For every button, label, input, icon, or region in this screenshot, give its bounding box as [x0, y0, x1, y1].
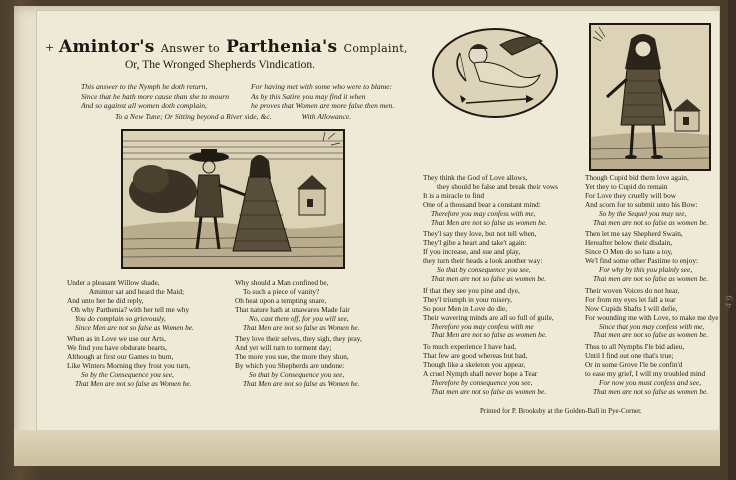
verse-line: they should be false and break their vows: [437, 181, 558, 191]
woodcut-gentleman: [589, 23, 711, 171]
verse-line: They'l say they love, but not tell when,: [423, 229, 537, 239]
verse-line: If you increase, and sue and play,: [423, 247, 521, 257]
verse-column-4: [585, 174, 719, 400]
tune-line: [115, 112, 351, 121]
stanza: [423, 343, 558, 396]
stanza: [67, 279, 194, 332]
intro-line: This answer to the Nymph he doth return,: [81, 82, 208, 91]
verse-line: To such a piece of vanity?: [243, 286, 320, 296]
verse-line: For now you must confess and see,: [599, 377, 701, 387]
verse-line: That men are not so false as women be.: [593, 386, 709, 396]
verse-line: You do complain so grievously,: [75, 313, 166, 323]
printer-imprint: Printed for P. Brooksby at the Golden-Ball in Pye-Corner.: [480, 407, 642, 415]
verse-line: And unto her he did reply,: [67, 295, 144, 305]
verse-line: Oh why Parthenia? with her tell me why: [71, 304, 190, 314]
stanza: [235, 335, 362, 388]
verse-line: So that by consequence you see,: [437, 265, 531, 275]
stanza: [585, 174, 719, 227]
allowance-text: With Allowance.: [301, 112, 352, 121]
verse-line: It is a miracle to find: [423, 190, 484, 200]
verse-line: They think the God of Love allows,: [423, 173, 528, 182]
verse-line: That Men are not so false as women be.: [431, 217, 547, 227]
title-part-d: Complaint,: [343, 42, 408, 55]
verse-line: For wounding me with Love, to make me dye: [585, 312, 719, 322]
cupid-illustration: [430, 25, 560, 121]
verse-line: That men are not so false as women be.: [593, 330, 709, 340]
verse-line: Although at first our Games to burn,: [67, 352, 174, 362]
book-bottom-edge: [14, 430, 720, 466]
intro-line: And so against all women doth complain,: [81, 101, 207, 111]
page-sheet: [14, 6, 736, 466]
verse-line: The more you sue, the more they shun,: [235, 352, 349, 362]
verse-line: Though like a skeleton you appear,: [423, 360, 526, 370]
verse-line: Thus to all Nymphs I'le bid adieu,: [585, 342, 685, 352]
verse-line: That men are not so false as women be.: [431, 273, 547, 283]
verse-line: They'l gibe a heart and take't again:: [423, 238, 527, 248]
verse-line: To much experience I have had,: [423, 342, 517, 352]
woodcut-cupid: [430, 25, 560, 121]
verse-line: If that they see you pine and dye,: [423, 285, 520, 295]
stanza: [423, 287, 558, 340]
verse-line: One of a thousand bear a constant mind:: [423, 199, 541, 209]
verse-line: That few are good whereas but bad,: [423, 351, 528, 361]
pencil-annotation: 4 9: [723, 294, 736, 309]
verse-line: Until I find out one that's true;: [585, 351, 674, 361]
intro-line: As by this Satire you may find it when: [251, 91, 366, 101]
verse-line: That men are not so false as women be.: [431, 386, 547, 396]
title-part-b: Answer to: [160, 42, 220, 55]
verse-line: We'l find some other Pastime to enjoy:: [585, 256, 698, 266]
verse-column-1: [67, 279, 194, 392]
verse-line: Amintor sat and heard the Maid;: [89, 286, 185, 296]
verse-line: A cruel Nymph shall never hope a Tear: [423, 369, 538, 379]
verse-line: So by the Consequence you see,: [81, 370, 174, 380]
verse-line: That Men are not so false as women be.: [431, 330, 547, 340]
verse-line: Their woven Voices do not hear,: [585, 285, 680, 295]
couple-illustration: [123, 131, 343, 267]
verse-line: to ease my grief, I will my troubled mind: [585, 369, 706, 379]
verse-line: Since that you may confess with me,: [599, 321, 705, 331]
verse-column-3: [423, 174, 558, 400]
stanza: [235, 279, 362, 332]
verse-line: That men are not so false as women be.: [593, 217, 709, 227]
verse-line: Now Cupids Shafts I will defie,: [585, 303, 678, 313]
verse-line: So that by Consequence you see,: [249, 370, 345, 380]
verse-line: Under a pleasant Willow shade,: [67, 278, 160, 287]
stanza: [67, 335, 194, 388]
verse-line: That men are not so false as women be.: [593, 273, 709, 283]
verse-line: By which you Shepherds are undone:: [235, 361, 345, 371]
verse-line: Their wavering minds are all so full of guile,: [423, 312, 554, 322]
verse-line: Or in some Grove I'le be confin'd: [585, 360, 683, 370]
stanza: [585, 287, 719, 340]
verse-line: For Love they cruelly will bow: [585, 190, 676, 200]
plus-mark: +: [45, 41, 55, 54]
intro-left: [81, 82, 229, 111]
verse-line: Therefore by consequence you see,: [431, 377, 533, 387]
verse-line: Since Men are not so false as Women be.: [75, 322, 194, 332]
verse-line: Therefore you may confess with me: [431, 321, 534, 331]
verse-line: When as in Love we use our Arts,: [67, 334, 166, 344]
verse-line: Oh heat upon a tempting snare,: [235, 295, 327, 305]
intro-right: [251, 82, 394, 111]
verse-line: Hereafter below their disdain,: [585, 238, 673, 248]
verse-line: They love their selves, they sigh, they pray,: [235, 334, 362, 344]
verse-line: Therefore you may confess with me,: [431, 208, 536, 218]
verse-line: Then let me say Shepherd Swain,: [585, 229, 683, 239]
ballad-title: [59, 37, 408, 57]
verse-line: So poor Men in Love do die,: [423, 303, 508, 313]
ballad-subtitle: Or, The Wronged Shepherds Vindication.: [125, 59, 316, 71]
verse-line: That Men are not so false as Women be.: [243, 322, 360, 332]
stanza: [423, 230, 558, 283]
stanza: [585, 230, 719, 283]
stanza: [423, 174, 558, 227]
verse-line: That nature hath at unawares Made fair: [235, 304, 350, 314]
verse-line: For from my eyes let fall a tear: [585, 294, 676, 304]
verse-line: Why should a Man confined be,: [235, 278, 329, 287]
verse-line: We find you have obdurate hearts,: [67, 343, 167, 353]
verse-line: they turn their heads a look another way:: [423, 256, 543, 266]
verse-line: Though Cupid bid them love again,: [585, 173, 689, 182]
verse-line: And scorn for to submit unto his Bow:: [585, 199, 698, 209]
verse-line: That Men are not so false as Women be.: [75, 378, 192, 388]
verse-line: So by the Sequel you may see,: [599, 208, 687, 218]
title-part-c: Parthenia's: [226, 37, 338, 57]
verse-line: Since O Men do so hate a toy,: [585, 247, 673, 257]
verse-line: They'l triumph in your misery,: [423, 294, 512, 304]
verse-line: For why by this you plainly see,: [599, 265, 693, 275]
verse-line: That Men are not so false as Women be.: [243, 378, 360, 388]
stanza: [585, 343, 719, 396]
verse-column-2: [235, 279, 362, 392]
verse-line: And yet will turn to torment day;: [235, 343, 332, 353]
verse-line: No, cast them off, for you will see,: [249, 313, 349, 323]
ballad-page: [36, 10, 736, 438]
woodcut-couple: [121, 129, 345, 269]
intro-line: Since that he hath more cause than she to mourn: [81, 91, 229, 101]
tune-text: To a New Tune; Or Sitting beyond a River side, &c.: [115, 112, 272, 121]
intro-line: he proves that Women are more false then men.: [251, 101, 395, 111]
title-part-a: Amintor's: [59, 37, 155, 57]
verse-line: Like Winters Morning they frost you turn,: [67, 361, 190, 371]
gentleman-illustration: [591, 25, 709, 169]
intro-line: For having met with some who were to blame:: [251, 82, 393, 91]
verse-line: Yet they to Cupid do remain: [585, 181, 668, 191]
